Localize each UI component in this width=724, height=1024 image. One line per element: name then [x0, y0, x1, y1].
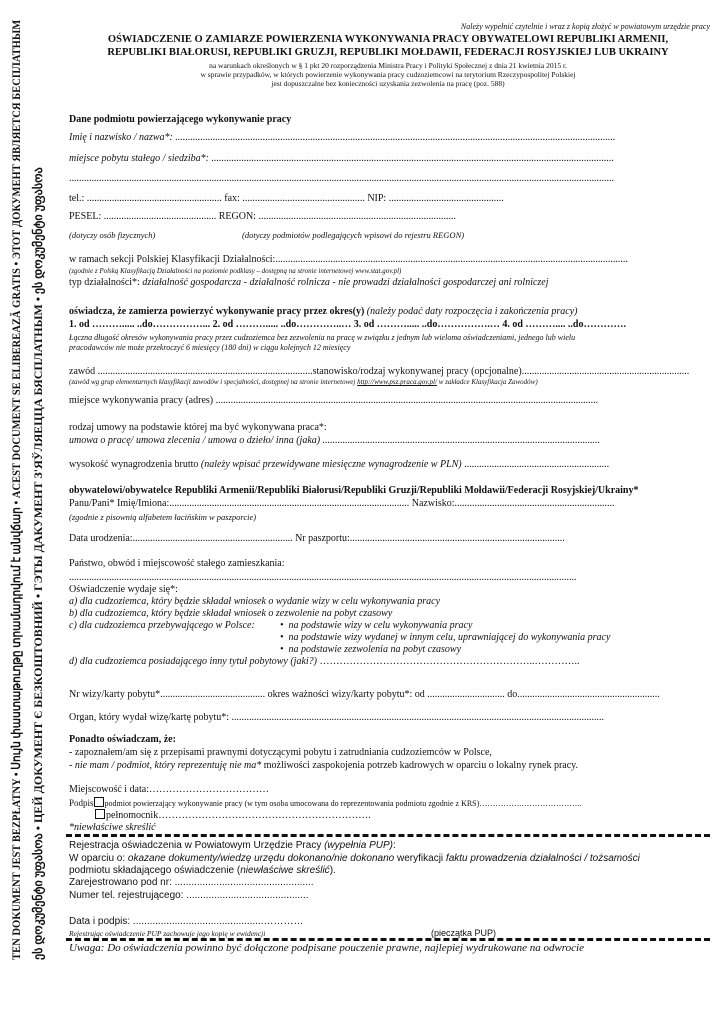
period-dates-fields[interactable]: 1. od ………..... ..do……………... 2. od ………..... ..do…………..… 3. od ………..... ..do…………….… 4. od ……….... ..do………….: [69, 319, 626, 330]
pup-registration-number-field[interactable]: Zarejestrowano pod nr: ..................................................: [69, 877, 314, 888]
foreigner-name-field[interactable]: Panu/Pani* Imię/Imiona:................................................................................................ Nazwisko:................................................................: [69, 498, 615, 509]
visa-issuer-field[interactable]: Organ, który wydał wizę/kartę pobytu*: .....................................................................................................................................................: [69, 712, 605, 723]
pup-basis-options-2[interactable]: faktu prowadzenia działalności / tożsamości: [445, 853, 640, 864]
option-d-field[interactable]: ………………………………………………………..…………..: [317, 656, 580, 667]
pup-colon: :: [393, 840, 396, 851]
employer-section-title: Dane podmiotu powierzającego wykonywanie pracy: [69, 114, 292, 125]
pup-basis-line2-text: podmiotu składającego oświadczenie (: [69, 865, 241, 876]
regon-note: (dotyczy podmiotów podlegających wpisowi do rejestru REGON): [242, 230, 465, 240]
salary-label: wysokość wynagrodzenia brutto: [69, 459, 201, 470]
legal-basis-line-1: na warunkach określonych w § 1 pkt 20 rozporządzenia Ministra Pracy i Polityki Społecznej z dnia 21 kwietnia 2015 r.: [209, 61, 567, 70]
birth-passport-field[interactable]: Data urodzenia:................................................................ Nr paszportu:......................................................................................: [69, 533, 565, 544]
pup-verification-line-1: [69, 853, 640, 864]
pup-verification-line-2: [69, 865, 336, 876]
pup-phone-field[interactable]: Numer tel. rejestrującego: ............................................: [69, 890, 309, 901]
signature-field[interactable]: [69, 797, 581, 808]
declaration-line-2: [69, 760, 578, 771]
bottom-rule: [66, 938, 710, 941]
option-c[interactable]: c) dla cudzoziemca przebywającego w Polsce:: [69, 620, 255, 631]
pup-date-signature-field[interactable]: Data i podpis: ...............................................…………: [69, 916, 304, 927]
pup-registration-heading: [69, 840, 396, 851]
option-a[interactable]: a) dla cudzoziemca, który będzie składał wniosek o wydanie wizy w celu wykonywania pracy: [69, 596, 441, 607]
period-hint: (należy podać daty rozpoczęcia i zakończenia pracy): [366, 306, 578, 317]
occupation-note: [69, 378, 538, 386]
pup-basis-label: W oparciu o:: [69, 853, 128, 864]
employer-address-field-2[interactable]: ..........................................................................................................................................................................................................................: [69, 173, 614, 184]
period-heading: [69, 306, 577, 317]
legal-warning: Uwaga: Do oświadczenia powinno być dołączone podpisane pouczenie prawne, najlepiej wydrukowane na odwrocie: [69, 942, 584, 954]
visa-number-field[interactable]: Nr wizy/karty pobytu*.......................................... okres ważności wizy/karty pobytu*: od ............................... do.........................................................: [69, 689, 660, 700]
activity-type[interactable]: [69, 277, 549, 288]
employer-pesel-regon-fields[interactable]: PESEL: ............................................. REGON: ...............................................................................: [69, 211, 456, 222]
declaration-line-2-text: możliwości zaspokojenia potrzeb kadrowych w oparciu o lokalny rynek pracy.: [261, 760, 579, 771]
place-date-field[interactable]: Miejscowość i data:………………………………: [69, 784, 269, 795]
contract-type-field[interactable]: umowa o pracę/ umowa zlecenia / umowa o dzieło/ inna (jaka) ...............................................................................................................: [69, 435, 601, 446]
activity-type-label: typ działalności*:: [69, 277, 140, 288]
salary-hint: (należy wpisać przewidywane miesięczne wynagrodzenie w PLN): [200, 459, 462, 470]
period-note-2: pracodawców nie może przekroczyć 6 miesięcy (180 dni) w ciągu kolejnych 12 miesięcy: [69, 343, 351, 352]
pup-basis-line2-hint: niewłaściwe skreślić: [240, 865, 330, 876]
salary-field[interactable]: [69, 459, 609, 470]
employer-name-field[interactable]: Imię i nazwisko / nazwa*: ................................................................................................................................................................................: [69, 132, 616, 143]
legal-basis-line-2: w sprawie przypadków, w których powierzenie wykonywania pracy cudzoziemcowi na terytorium Rzeczypospolitej Polskiej: [200, 70, 576, 79]
side-banner: [0, 0, 60, 1024]
pup-only-hint: (wypełnia PUP): [324, 840, 394, 851]
pesel-note: (dotyczy osób fizycznych): [69, 230, 156, 240]
cut-line: [66, 834, 710, 837]
option-b[interactable]: b) dla cudzoziemca, który będzie składał wniosek o zezwolenie na pobyt czasowy: [69, 608, 393, 619]
pup-basis-options[interactable]: okazane dokumenty/wiedzę urzędu dokonano/nie dokonano: [127, 853, 395, 864]
legal-basis-line-3: jest dopuszczalne bez konieczności uzyskania zezwolenia na pracę (poz. 588): [271, 79, 505, 88]
foreigner-heading: obywatelowi/obywatelce Republiki Armenii/Republiki Białorusi/Republiki Gruzji/Republiki Mołdawii/Federacji Rosyjskiej/Ukrainy*: [69, 485, 639, 496]
period-note-1: Łączna długość okresów wykonywania pracy przez cudzoziemca bez zezwolenia na pracę w związku z jednym lub wieloma oświadczeniami, jednego lub wielu: [69, 333, 576, 342]
option-d-text: d) dla cudzoziemca posiadającego inny tytuł pobytowy (jaki?): [69, 656, 318, 667]
fill-instruction: Należy wypełnić czytelnie i wraz z kopią złożyć w powiatowym urzędzie pracy: [460, 22, 710, 31]
pup-basis-mid: weryfikacji: [394, 853, 446, 864]
pkd-field[interactable]: w ramach sekcji Polskiej Klasyfikacji Działalności:.............................................................................................................................................: [69, 254, 628, 265]
option-c1-text: na podstawie wizy w celu wykonywania pracy: [288, 620, 473, 631]
employer-contact-fields[interactable]: tel.: ...................................................... fax: ................................................. NIP: ..............................................: [69, 193, 504, 204]
declaration-heading: Ponadto oświadczam, że:: [69, 734, 176, 745]
declaration-line-1: - zapoznałem/am się z przepisami prawnymi dotyczącymi pobytu i zatrudniania cudzoziemców w Polsce,: [69, 747, 492, 758]
side-text-free-document-2: ეს დოკუმენტი უფასოა • ЦЕЙ ДОКУМЕНТ Є БЕЗКОШТОВНИЙ • ГЭТЫ ДАКУМЕНТ З'ЯЎЛЯЕЦЦА БЯСПЛАТНЫМ • ეს დოკუმენტი უფასოა: [31, 167, 45, 960]
occupation-note-text: (zawód wg grup elementarnych klasyfikacji zawodów i specjalności, dostępnej na stronie internetowej: [69, 378, 358, 386]
option-c3[interactable]: • na podstawie zezwolenia na pobyt czasowy: [280, 644, 462, 655]
foreigner-name-note: (zgodnie z pisownią alfabetem łacińskim w paszporcie): [69, 512, 257, 522]
occupation-note-tail: w zakładce Klasyfikacja Zawodów): [436, 378, 538, 386]
issued-for-label: Oświadczenie wydaje się*:: [69, 584, 178, 595]
pup-stamp-label: (pieczątka PUP): [431, 928, 497, 938]
activity-type-options[interactable]: działalność gospodarcza - działalność rolnicza - nie prowadzi działalności gospodarczej ani rolniczej: [139, 277, 549, 288]
residence-field[interactable]: ...........................................................................................................................................................................................................: [69, 572, 577, 583]
salary-dots[interactable]: ..........................................................: [461, 459, 610, 470]
cross-out-note: *niewłaściwe skreślić: [69, 822, 156, 833]
pup-registration-label: Rejestracja oświadczenia w Powiatowym Urzędzie Pracy: [69, 840, 325, 851]
period-label: oświadcza, że zamierza powierzyć wykonywanie pracy przez okres(y): [69, 306, 365, 317]
signer-employer-text: podmiot powierzający wykonywanie pracy (w tym osoba umocowana do reprezentowania podmiotu zgodnie z KRS)…………….…………………..: [104, 799, 582, 808]
signer-proxy-text: pełnomocnik……………………………………………………….: [106, 810, 371, 821]
workplace-address-field[interactable]: miejsce wykonywania pracy (adres) .........................................................................................................................................................: [69, 395, 599, 406]
option-c2-text: na podstawie wizy wydanej w innym celu, uprawniającej do wykonywania pracy: [288, 632, 611, 643]
declaration-line-2-options[interactable]: - nie mam / podmiot, który reprezentuję nie ma*: [69, 760, 262, 771]
occupation-field[interactable]: zawód ......................................................................................stanowisko/rodzaj wykonywanej pracy (opcjonalne)...................................................................: [69, 366, 690, 377]
pup-copy-note: Rejestrując oświadczenie PUP zachowuje jego kopię w ewidencji: [69, 929, 266, 938]
signer-employer-checkbox[interactable]: [94, 797, 104, 807]
employer-address-field[interactable]: miejsce pobytu stałego / siedziba*: .................................................................................................................................................................: [69, 153, 614, 164]
form-title-line-2: REPUBLIKI BIAŁORUSI, REPUBLIKI GRUZJI, REPUBLIKI MOŁDAWII, FEDERACJI ROSYJSKIEJ LUB UKRAINY: [107, 47, 669, 58]
contract-type-label: rodzaj umowy na podstawie której ma być wykonywana praca*:: [69, 422, 327, 433]
classification-link[interactable]: http://www.psz.praca.gov.pl/: [357, 378, 437, 386]
form-title-line-1: OŚWIADCZENIE O ZAMIARZE POWIERZENIA WYKONYWANIA PRACY OBYWATELOWI REPUBLIKI ARMENII,: [107, 34, 669, 45]
pup-basis-line2-end: ).: [329, 865, 336, 876]
residence-label: Państwo, obwód i miejscowość stałego zamieszkania:: [69, 558, 285, 569]
option-c1[interactable]: • na podstawie wizy w celu wykonywania pracy: [280, 620, 473, 631]
option-d[interactable]: [69, 656, 580, 667]
signer-proxy[interactable]: [95, 809, 371, 821]
option-c2[interactable]: • na podstawie wizy wydanej w innym celu, uprawniającej do wykonywania pracy: [280, 632, 611, 643]
signature-label: Podpis: [69, 798, 94, 808]
option-c3-text: na podstawie zezwolenia na pobyt czasowy: [288, 644, 462, 655]
pkd-note: (zgodnie z Polską Klasyfikacją Działalności na poziomie podklasy – dostępną na stronie internetowej www.stat.gov.pl): [69, 267, 402, 275]
side-text-free-document: TEN DOKUMENT JEST BEZPŁATNY • Սույն փաստաթուղթը տրամադրվում է անվճար • ACEST DOCUMENT SE ELIBEREAZĂ GRATIS • ЭТОТ ДОКУМЕНТ ЯВЛЯЕТСЯ БЕСПЛАТНЫМ: [9, 19, 23, 961]
signer-proxy-checkbox[interactable]: [95, 809, 105, 819]
